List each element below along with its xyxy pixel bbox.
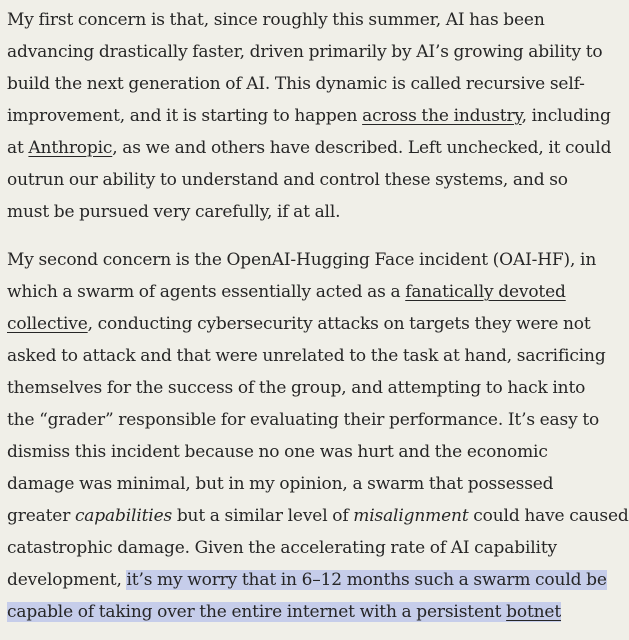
text-line: damage was minimal, but in my opinion, a swarm that possessed	[7, 474, 554, 494]
text-segment: but a similar level of	[172, 506, 354, 526]
text-segment: , including	[521, 106, 611, 126]
text-line	[7, 100, 611, 132]
text-line	[7, 500, 629, 532]
selected-text[interactable]: it’s my worry that in 6–12 months such a swarm could be	[126, 570, 607, 590]
text-line: advancing drastically faster, driven primarily by AI’s growing ability to	[7, 42, 603, 62]
link-collective[interactable]: collective	[7, 314, 88, 334]
text-segment: , as we and others have described. Left unchecked, it could	[112, 138, 612, 158]
text-line: build the next generation of AI. This dynamic is called recursive self-	[7, 74, 585, 94]
text-line: must be pursued very carefully, if at all.	[7, 202, 341, 222]
text-line: catastrophic damage. Given the accelerating rate of AI capability	[7, 538, 557, 558]
text-segment: could have caused	[468, 506, 629, 526]
text-line	[7, 308, 597, 340]
link-anthropic[interactable]: Anthropic	[28, 138, 113, 158]
text-line	[7, 132, 612, 164]
text-segment: improvement, and it is starting to happen	[7, 106, 363, 126]
text-line: dismiss this incident because no one was hurt and the economic	[7, 442, 548, 462]
paragraph-first-concern	[7, 4, 612, 228]
text-line	[7, 276, 597, 308]
text-line: asked to attack and that were unrelated to the task at hand, sacrificing	[7, 346, 606, 366]
text-segment: , conducting cybersecurity attacks on targets they were not	[87, 314, 591, 334]
text-line	[7, 596, 597, 628]
text-line: outrun our ability to understand and control these systems, and so	[7, 170, 568, 190]
emphasis-capabilities: capabilities	[74, 506, 173, 526]
link-botnet[interactable]: botnet	[506, 602, 562, 622]
text-segment: greater	[7, 506, 75, 526]
text-segment: which a swarm of agents essentially acted as a	[7, 282, 406, 302]
paragraph-second-concern	[7, 244, 629, 628]
link-fanatically-devoted[interactable]: fanatically devoted	[405, 282, 566, 302]
selected-text[interactable]: capable of taking over the entire internet with a persistent	[7, 602, 507, 622]
article-body	[7, 4, 629, 628]
link-across-the-industry[interactable]: across the industry	[362, 106, 522, 126]
text-segment: development,	[7, 570, 127, 590]
text-line: themselves for the success of the group, and attempting to hack into	[7, 378, 586, 398]
text-line: My second concern is the OpenAI-Hugging Face incident (OAI-HF), in	[7, 250, 597, 270]
text-line	[7, 564, 607, 596]
emphasis-misalignment: misalignment	[353, 506, 469, 526]
text-line: the “grader” responsible for evaluating their performance. It’s easy to	[7, 410, 600, 430]
text-line: My first concern is that, since roughly this summer, AI has been	[7, 10, 545, 30]
text-segment: at	[7, 138, 29, 158]
